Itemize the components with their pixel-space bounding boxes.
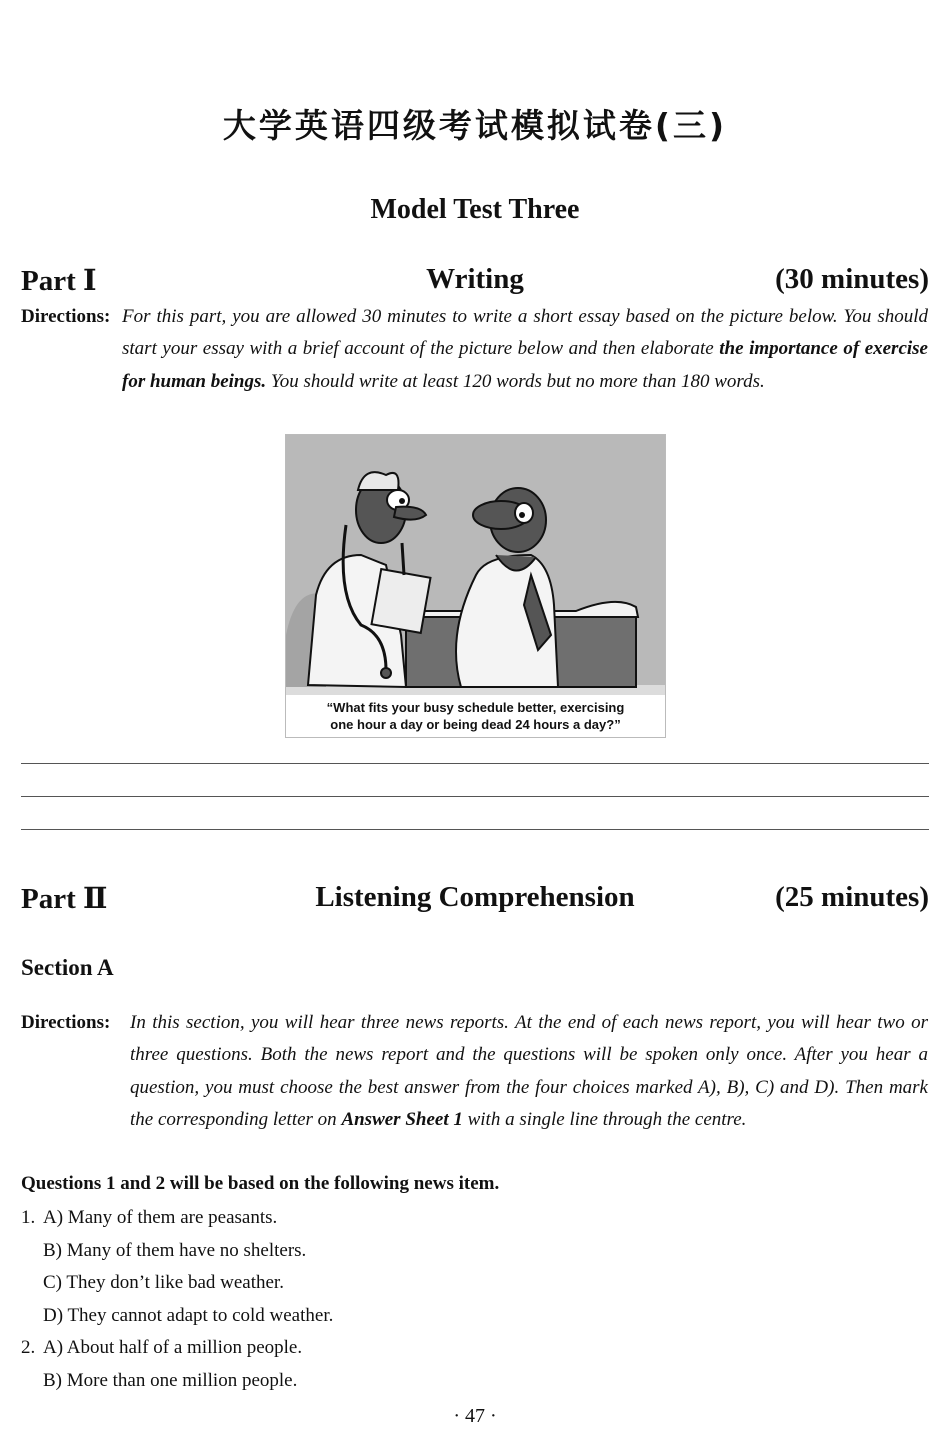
answer-line [21, 763, 929, 764]
questions-intro: Questions 1 and 2 will be based on the following news item. [21, 1173, 500, 1194]
part2-directions-text-2: with a single line through the centre. [462, 1108, 747, 1130]
part2-label: Part Ⅱ [21, 883, 108, 915]
part1-header [21, 263, 929, 297]
part1-time: (30 minutes) [775, 263, 929, 295]
part1-directions-text-1: For this part, you are allowed 30 minutes to write a short essay based on the picture below. You should start your essay with a brief account of the picture below and then elaborate [122, 306, 928, 360]
page-number: · 47 · [453, 1405, 497, 1427]
test-title: Model Test Three [370, 194, 580, 225]
cartoon-caption-line-2: one hour a day or being dead 24 hours a day?” [330, 717, 621, 732]
part1-directions-label: Directions: [21, 306, 111, 327]
part2-directions-text-1: In this section, you will hear three news reports. At the end of each news report, you will hear two or three questions. Both the news report and the questions will be spoken only once. After you hear a question, you must choose the best answer from the four choices marked A), B), C) and D). Then mark the corresponding letter on [130, 1012, 928, 1130]
part2-header [21, 881, 929, 915]
part2-directions-label: Directions: [21, 1012, 111, 1033]
section-heading: Section A [21, 955, 114, 980]
question-number: 1. [21, 1207, 36, 1228]
answer-option: B) Many of them have no shelters. [43, 1240, 307, 1261]
cartoon-caption [286, 699, 665, 733]
chinese-title: 大学英语四级考试模拟试卷(三) [222, 106, 728, 145]
answer-option: A) About half of a million people. [43, 1337, 303, 1358]
part2-directions-emphasis: Answer Sheet 1 [341, 1108, 463, 1130]
part1-directions [122, 301, 928, 398]
part1-directions-emphasis: the importance of exercise for human beings. [122, 338, 928, 392]
part1-directions-text-2: You should write at least 120 words but no more than 180 words. [266, 370, 765, 392]
cartoon-caption-line-1: “What fits your busy schedule better, exercising [326, 700, 625, 715]
answer-option: C) They don’t like bad weather. [43, 1272, 284, 1293]
part1-title: Writing [426, 263, 524, 295]
answer-line [21, 829, 929, 830]
answer-option: D) They cannot adapt to cold weather. [43, 1305, 334, 1326]
part2-time: (25 minutes) [775, 881, 929, 913]
answer-option: A) Many of them are peasants. [43, 1207, 278, 1228]
answer-option: B) More than one million people. [43, 1370, 298, 1391]
answer-line [21, 796, 929, 797]
part2-title: Listening Comprehension [315, 881, 635, 913]
question-number: 2. [21, 1337, 36, 1358]
part1-label: Part Ⅰ [21, 265, 97, 297]
part2-directions [130, 1007, 928, 1136]
cartoon-image [285, 434, 666, 738]
cartoon-drawing [286, 435, 665, 695]
